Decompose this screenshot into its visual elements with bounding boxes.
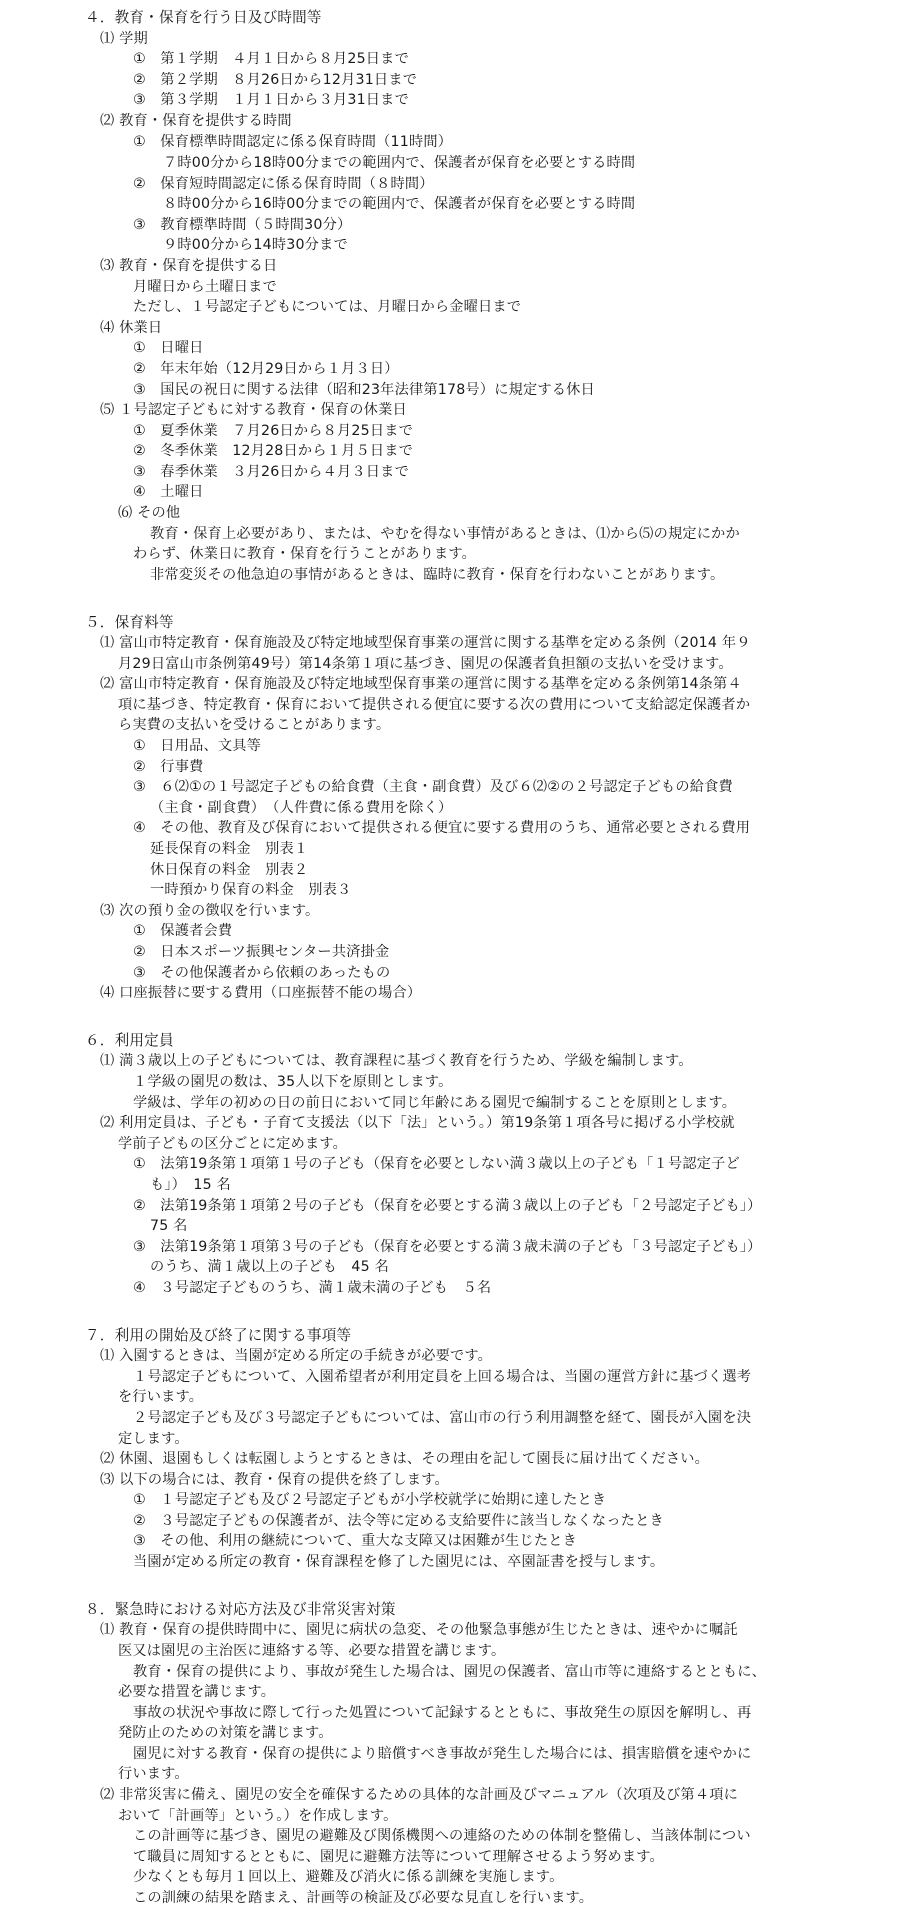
document-line: ① 第１学期 ４月１日から８月25日まで [133, 51, 409, 67]
document-line: ② 行事費 [133, 759, 204, 775]
document-line: ③ 第３学期 １月１日から３月31日まで [133, 92, 409, 108]
document-line: ④ 土曜日 [133, 484, 204, 500]
document-line: ④ ３号認定子どものうち、満１歳未満の子ども ５名 [133, 1280, 492, 1296]
section-heading: ５．保育料等 [85, 614, 174, 631]
document-line: 学前子どもの区分ごとに定めます。 [118, 1136, 348, 1152]
section-heading: ８．緊急時における対応方法及び非常災害対策 [85, 1601, 396, 1618]
document-line: 少なくとも毎月１回以上、避難及び消火に係る訓練を実施します。 [133, 1869, 564, 1885]
document-line: 月曜日から土曜日まで [133, 279, 277, 295]
document-line: ③ ６⑵①の１号認定子どもの給食費（主食・副食費）及び６⑵②の２号認定子どもの給食費 [133, 779, 733, 795]
document-line: ら実費の支払いを受けることがあります。 [118, 717, 391, 733]
document-line: 延長保育の料金 別表１ [150, 841, 309, 857]
document-line: ⑵ 利用定員は、子ども・子育て支援法（以下「法」という。）第19条第１項各号に掲げる小学校就 [100, 1115, 735, 1131]
document-line: ④ その他、教育及び保育において提供される便宜に要する費用のうち、通常必要とされる費用 [133, 820, 751, 836]
document-line: ② 保育短時間認定に係る保育時間（８時間） [133, 176, 434, 192]
document-line: 教育・保育の提供により、事故が発生した場合は、園児の保護者、富山市等に連絡するとともに、 [133, 1664, 767, 1680]
document-line: 一時預かり保育の料金 別表３ [150, 882, 352, 898]
document-line: ⑵ 富山市特定教育・保育施設及び特定地域型保育事業の運営に関する基準を定める条例第14条第４ [100, 676, 742, 692]
section-heading: ７．利用の開始及び終了に関する事項等 [85, 1327, 352, 1344]
document-line: この訓練の結果を踏まえ、計画等の検証及び必要な見直しを行います。 [133, 1890, 594, 1906]
document-line: 園児に対する教育・保育の提供により賠償すべき事故が発生した場合には、損害賠償を速やかに [133, 1746, 752, 1762]
document-line: ⑷ 休業日 [100, 320, 163, 336]
document-line: ⑵ 教育・保育を提供する時間 [100, 113, 292, 129]
document-line: ① １号認定子ども及び２号認定子どもが小学校就学に始期に達したとき [133, 1492, 607, 1508]
document-line: 必要な措置を講じます。 [118, 1684, 276, 1700]
document-line: ⑴ 教育・保育の提供時間中に、園児に病状の急変、その他緊急事態が生じたときは、速やかに嘱託 [100, 1622, 738, 1638]
document-line: ⑸ １号認定子どもに対する教育・保育の休業日 [100, 402, 407, 418]
document-line: 休日保育の料金 別表２ [150, 862, 309, 878]
document-line: を行います。 [118, 1389, 204, 1405]
document-line: 教育・保育上必要があり、または、やむを得ない事情があるときは、⑴から⑸の規定にかか [150, 526, 740, 542]
document-line: ① 法第19条第１項第１号の子ども（保育を必要としない満３歳以上の子ども「１号認定子ど [133, 1156, 740, 1172]
document-line: １学級の園児の数は、35人以下を原則とします。 [133, 1074, 453, 1090]
document-line: 事故の状況や事故に際して行った処置について記録するとともに、事故発生の原因を解明し、再 [133, 1705, 752, 1721]
document-line: ③ 法第19条第１項第３号の子ども（保育を必要とする満３歳未満の子ども「３号認定子ども」） [133, 1239, 762, 1255]
document-line: ⑴ 満３歳以上の子どもについては、教育課程に基づく教育を行うため、学級を編制します。 [100, 1053, 693, 1069]
section-heading: ６．利用定員 [85, 1032, 174, 1049]
document-line: ７時00分から18時00分までの範囲内で、保護者が保育を必要とする時間 [163, 155, 636, 171]
document-line: ① 保護者会費 [133, 923, 233, 939]
document-line: 行います。 [118, 1766, 189, 1782]
document-line: ⑶ 以下の場合には、教育・保育の提供を終了します。 [100, 1472, 449, 1488]
document-line: ⑴ 学期 [100, 31, 148, 47]
document-line: ② 日本スポーツ振興センター共済掛金 [133, 944, 390, 960]
document-line: ① 日用品、文具等 [133, 738, 262, 754]
document-line: ⑶ 教育・保育を提供する日 [100, 258, 278, 274]
document-line: ③ 国民の祝日に関する法律（昭和23年法律第178号）に規定する休日 [133, 382, 595, 398]
document-line: 項に基づき、特定教育・保育において提供される便宜に要する次の費用について支給認定保護者か [118, 697, 751, 713]
document-line: 医又は園児の主治医に連絡する等、必要な措置を講じます。 [118, 1643, 506, 1659]
document-line: わらず、休業日に教育・保育を行うことがあります。 [133, 546, 477, 562]
document-line: ⑴ 入園するときは、当園が定める所定の手続きが必要です。 [100, 1348, 493, 1364]
document-line: ② 法第19条第１項第２号の子ども（保育を必要とする満３歳以上の子ども「２号認定子ども」） [133, 1198, 762, 1214]
document-line: （主食・副食費） （人件費に係る費用を除く） [150, 800, 453, 816]
document-line: ⑹ その他 [118, 505, 181, 521]
document-line: 月29日富山市条例第49号）第14条第１項に基づき、園児の保護者負担額の支払いを受けます。 [118, 656, 733, 672]
document-line: ① 日曜日 [133, 340, 204, 356]
document-line: この計画等に基づき、園児の避難及び関係機関への連絡のための体制を整備し、当該体制につい [133, 1828, 751, 1844]
document-line: ８時00分から16時00分までの範囲内で、保護者が保育を必要とする時間 [163, 196, 636, 212]
document-line: おいて「計画等」という。）を作成します。 [118, 1808, 398, 1824]
document-line: ⑷ 口座振替に要する費用（口座振替不能の場合） [100, 985, 422, 1001]
document-line: ① 保育標準時間認定に係る保育時間（11時間） [133, 134, 453, 150]
document-line: ② ３号認定子どもの保護者が、法令等に定める支給要件に該当しなくなったとき [133, 1513, 664, 1529]
document-line: 発防止のための対策を講じます。 [118, 1725, 333, 1741]
document-line: のうち、満１歳以上の子ども 45 名 [150, 1259, 389, 1275]
document-line: ③ その他保護者から依頼のあったもの [133, 965, 391, 981]
document-line: ③ 春季休業 ３月26日から４月３日まで [133, 464, 409, 480]
document-line: 定します。 [118, 1431, 189, 1447]
document-line: も」） 15 名 [150, 1177, 231, 1193]
document-line: ② 冬季休業 12月28日から１月５日まで [133, 443, 414, 459]
document-line: 非常変災その他急迫の事情があるときは、臨時に教育・保育を行わないことがあります。 [150, 567, 725, 583]
document-line: ９時00分から14時30分まで [163, 237, 348, 253]
document-line: ② 第２学期 ８月26日から12月31日まで [133, 72, 418, 88]
document-line: ⑶ 次の預り金の徴収を行います。 [100, 903, 320, 919]
document-line: ③ 教育標準時間（５時間30分） [133, 217, 352, 233]
document-line: ２号認定子ども及び３号認定子どもについては、富山市の行う利用調整を経て、園長が入園を決 [133, 1410, 752, 1426]
section-heading: ４．教育・保育を行う日及び時間等 [85, 9, 322, 26]
document-line: ⑴ 富山市特定教育・保育施設及び特定地域型保育事業の運営に関する基準を定める条例（2014 年９ [100, 635, 751, 651]
document-line: ③ その他、利用の継続について、重大な支障又は困難が生じたとき [133, 1533, 577, 1549]
document-line: ⑵ 休園、退園もしくは転園しようとするときは、その理由を記して園長に届け出てください。 [100, 1451, 709, 1467]
document-line: ⑵ 非常災害に備え、園児の安全を確保するための具体的な計画及びマニュアル（次項及び第４項に [100, 1787, 739, 1803]
document-line: ただし、１号認定子どもについては、月曜日から金曜日まで [133, 299, 522, 315]
document-line: ① 夏季休業 ７月26日から８月25日まで [133, 423, 414, 439]
document-line: 75 名 [150, 1218, 188, 1234]
document-line: ② 年末年始（12月29日から１月３日） [133, 361, 399, 377]
document-line: て職員に周知するとともに、園児に避難方法等について理解させるよう努めます。 [133, 1849, 664, 1865]
document-line: 当園が定める所定の教育・保育課程を修了した園児には、卒園証書を授与します。 [133, 1554, 665, 1570]
document-line: １号認定子どもについて、入園希望者が利用定員を上回る場合は、当園の運営方針に基づく選考 [133, 1369, 752, 1385]
document-line: 学級は、学年の初めの日の前日において同じ年齢にある園児で編制することを原則とします。 [133, 1095, 737, 1111]
